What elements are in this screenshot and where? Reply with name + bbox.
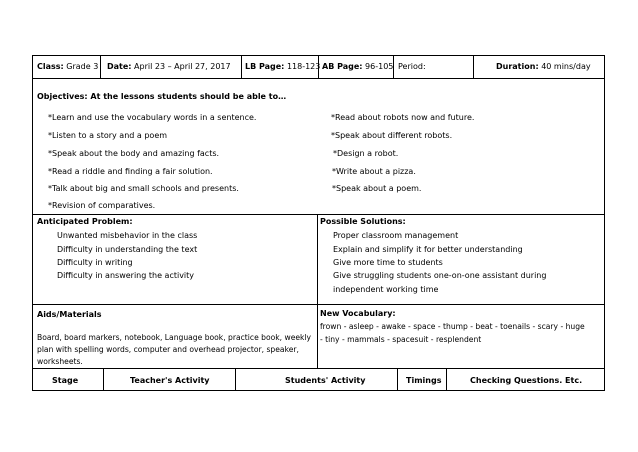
objective-left: *Revision of comparatives.: [48, 201, 156, 210]
row-divider-problems: [32, 304, 605, 305]
objective-left: *Speak about the body and amazing facts.: [48, 149, 220, 158]
class-value: Grade 3: [66, 62, 99, 71]
duration-label: Duration:: [496, 62, 539, 71]
bottom-divider: [235, 368, 236, 391]
objective-right: *Speak about different robots.: [331, 131, 453, 140]
problem-item: Difficulty in answering the activity: [57, 271, 195, 280]
date-value: April 23 – April 27, 2017: [134, 62, 231, 71]
solution-item: independent working time: [333, 285, 439, 294]
date-cell: [107, 63, 231, 71]
objective-right: *Design a robot.: [333, 149, 399, 158]
aids-line: worksheets.: [37, 357, 83, 366]
class-label: Class:: [37, 62, 64, 71]
solution-item: Proper classroom management: [333, 231, 459, 240]
ab-page-cell: [322, 63, 393, 71]
vocabulary-line: frown - asleep - awake - space - thump - beat - toenails - scary - huge: [320, 322, 585, 331]
duration-cell: [496, 63, 591, 71]
objectives-title: Objectives: At the lessons students should be able to…: [37, 92, 287, 101]
class-cell: [37, 63, 98, 71]
row-divider-aids: [32, 368, 605, 369]
problems-title: Anticipated Problem:: [37, 217, 133, 226]
objective-right: *Speak about a poem.: [332, 184, 422, 193]
bottom-divider: [446, 368, 447, 391]
solution-item: Explain and simplify it for better understanding: [333, 245, 523, 254]
lb-page-label: LB Page:: [245, 62, 285, 71]
row-divider-header: [32, 78, 605, 79]
aids-title: Aids/Materials: [37, 310, 102, 319]
teacher-activity-header: Teacher's Activity: [130, 376, 210, 385]
vocabulary-title: New Vocabulary:: [320, 309, 396, 318]
row-divider-objectives: [32, 214, 605, 215]
objective-right: *Read about robots now and future.: [331, 113, 475, 122]
ab-page-value: 96-105: [365, 62, 394, 71]
bottom-divider: [103, 368, 104, 391]
problem-item: Unwanted misbehavior in the class: [57, 231, 198, 240]
date-label: Date:: [107, 62, 132, 71]
solutions-title: Possible Solutions:: [320, 217, 406, 226]
problem-item: Difficulty in writing: [57, 258, 133, 267]
students-activity-header: Students' Activity: [285, 376, 366, 385]
lb-page-value: 118-123: [286, 62, 321, 71]
bottom-divider: [397, 368, 398, 391]
lb-page-cell: [245, 63, 320, 71]
ab-page-label: AB Page:: [322, 62, 363, 71]
mid-divider: [317, 214, 318, 368]
header-divider: [100, 55, 101, 78]
objective-left: *Learn and use the vocabulary words in a sentence.: [48, 113, 257, 122]
header-divider: [241, 55, 242, 78]
timings-header: Timings: [406, 376, 442, 385]
header-divider: [473, 55, 474, 78]
period-label: Period:: [398, 62, 426, 71]
duration-value: 40 mins/day: [541, 62, 591, 71]
solution-item: Give more time to students: [333, 258, 443, 267]
objective-left: *Listen to a story and a poem: [48, 131, 168, 140]
objective-left: *Read a riddle and finding a fair solution.: [48, 167, 213, 176]
period-cell: [398, 63, 426, 71]
problem-item: Difficulty in understanding the text: [57, 245, 198, 254]
checking-questions-header: Checking Questions. Etc.: [470, 376, 583, 385]
aids-line: plan with spelling words, computer and overhead projector, speaker,: [37, 345, 299, 354]
objective-left: *Talk about big and small schools and presents.: [48, 184, 239, 193]
stage-header: Stage: [52, 376, 79, 385]
aids-line: Board, board markers, notebook, Language book, practice book, weekly: [37, 333, 312, 342]
solution-item: Give struggling students one-on-one assistant during: [333, 271, 547, 280]
vocabulary-line: - tiny - mammals - spacesuit - resplendent: [320, 335, 482, 344]
objective-right: *Write about a pizza.: [332, 167, 416, 176]
